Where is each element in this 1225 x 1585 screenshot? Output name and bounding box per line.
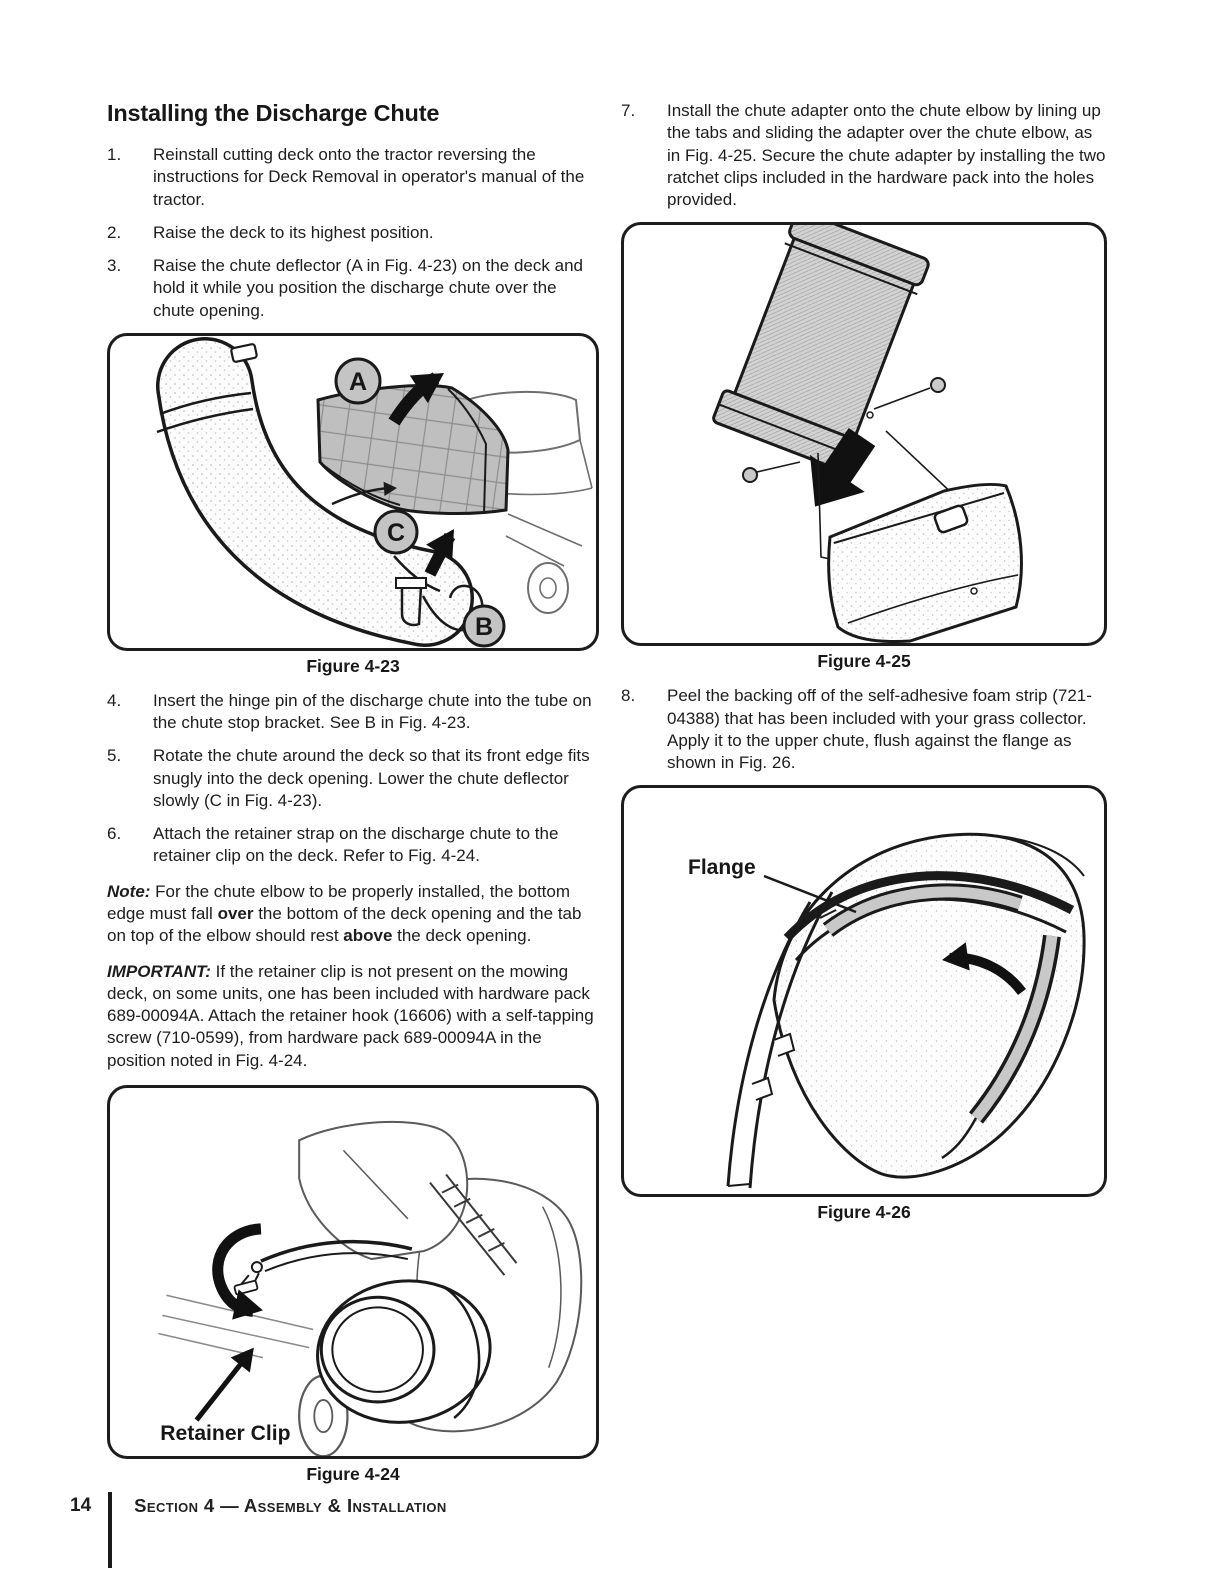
retainer-clip-callout: Retainer Clip <box>160 1422 291 1446</box>
label-c: C <box>386 518 406 547</box>
chute-adapter <box>712 225 934 475</box>
step-6 <box>107 823 599 868</box>
left-column <box>107 100 599 1498</box>
figure-4-23 <box>107 333 599 651</box>
important-label: IMPORTANT: <box>107 961 211 981</box>
note-text: the bottom of the deck opening and the tab on top of the elbow should rest <box>107 903 582 946</box>
step-text: Install the chute adapter onto the chute elbow by lining up the tabs and sliding the adapter over the chute elbow, as in Fig. 4-25. Secure the chute adapter by installing the two ratchet clips included in the hardware pack into the holes provided. <box>667 101 1106 210</box>
figure-4-25 <box>621 222 1107 646</box>
step-number: 2. <box>107 222 122 242</box>
step-8 <box>621 685 1107 774</box>
page-title: Installing the Discharge Chute <box>107 100 440 126</box>
figure-4-24 <box>107 1085 599 1459</box>
step-number: 3. <box>107 256 122 276</box>
figure-4-25-caption: Figure 4-25 <box>817 651 911 672</box>
figure-4-24-drawing <box>110 1088 596 1456</box>
step-number: 4. <box>107 690 122 710</box>
footer-section-title: Section 4 — Assembly & Installation <box>134 1495 447 1516</box>
page-number: 14 <box>70 1495 92 1516</box>
label-b-badge <box>464 606 504 646</box>
figure-4-23-drawing <box>110 336 596 648</box>
page-footer <box>70 1492 447 1568</box>
label-c-badge <box>375 511 417 553</box>
step-text: Rotate the chute around the deck so that its front edge fits snugly into the deck opening. Lower the chute deflector slowly (C in Fig. 4-23). <box>153 746 590 810</box>
chute-elbow-body <box>829 485 1022 642</box>
figure-4-25-drawing <box>624 225 1104 643</box>
step-2 <box>107 222 599 244</box>
step-number: 5. <box>107 746 122 766</box>
label-a: A <box>348 367 368 396</box>
step-text: Raise the chute deflector (A in Fig. 4-23) on the deck and hold it while you position the discharge chute over the chute opening. <box>153 256 583 320</box>
step-7 <box>621 100 1107 211</box>
note-text: the deck opening. <box>392 926 532 946</box>
figure-4-26-drawing <box>624 788 1104 1194</box>
step-5 <box>107 745 599 812</box>
step-text: Raise the deck to its highest position. <box>153 222 434 242</box>
note-bold-over: over <box>217 903 254 923</box>
note-label: Note: <box>107 881 151 901</box>
step-text: Peel the backing off of the self-adhesive foam strip (721-04388) that has been included with your grass collector. Apply it to the upper chute, flush against the flange as shown in Fig. 26. <box>667 686 1092 773</box>
step-4 <box>107 690 599 735</box>
label-a-badge <box>336 359 380 403</box>
rotation-arrow <box>218 1229 266 1326</box>
figure-4-26-caption: Figure 4-26 <box>817 1202 911 1223</box>
step-number: 6. <box>107 824 122 844</box>
figure-4-23-caption: Figure 4-23 <box>306 655 400 676</box>
step-text: Insert the hinge pin of the discharge chute into the tube on the chute stop bracket. See B in Fig. 4-23. <box>153 690 592 733</box>
figure-4-24-caption: Figure 4-24 <box>306 1464 400 1485</box>
step-number: 8. <box>621 686 636 706</box>
note-bold-above: above <box>343 926 393 946</box>
label-b: B <box>474 612 494 641</box>
step-number: 1. <box>107 145 122 164</box>
flange-callout: Flange <box>688 856 756 880</box>
step-text: Reinstall cutting deck onto the tractor reversing the instructions for Deck Removal in operator's manual of the tractor. <box>153 145 585 209</box>
seat-back-outline <box>299 1122 467 1259</box>
note-paragraph <box>107 881 599 948</box>
pointer-arrow <box>197 1340 264 1420</box>
step-1 <box>107 144 599 211</box>
note-text: For the chute elbow to be properly installed, the bottom edge must fall <box>107 881 571 923</box>
figure-4-26 <box>621 785 1107 1197</box>
step-number: 7. <box>621 101 636 120</box>
important-text: If the retainer clip is not present on the mowing deck, on some units, one has been included with hardware pack 689-00094A. Attach the retainer hook (16606) with a self-tapping screw (710-0599), from hardware pack 689-00094A in the position noted in Fig. 4-24. <box>107 961 594 1070</box>
step-text: Attach the retainer strap on the discharge chute to the retainer clip on the deck. Refer to Fig. 4-24. <box>153 824 559 866</box>
step-3 <box>107 255 599 322</box>
important-paragraph <box>107 961 599 1072</box>
right-column <box>621 100 1107 1236</box>
footer-divider <box>108 1492 112 1568</box>
